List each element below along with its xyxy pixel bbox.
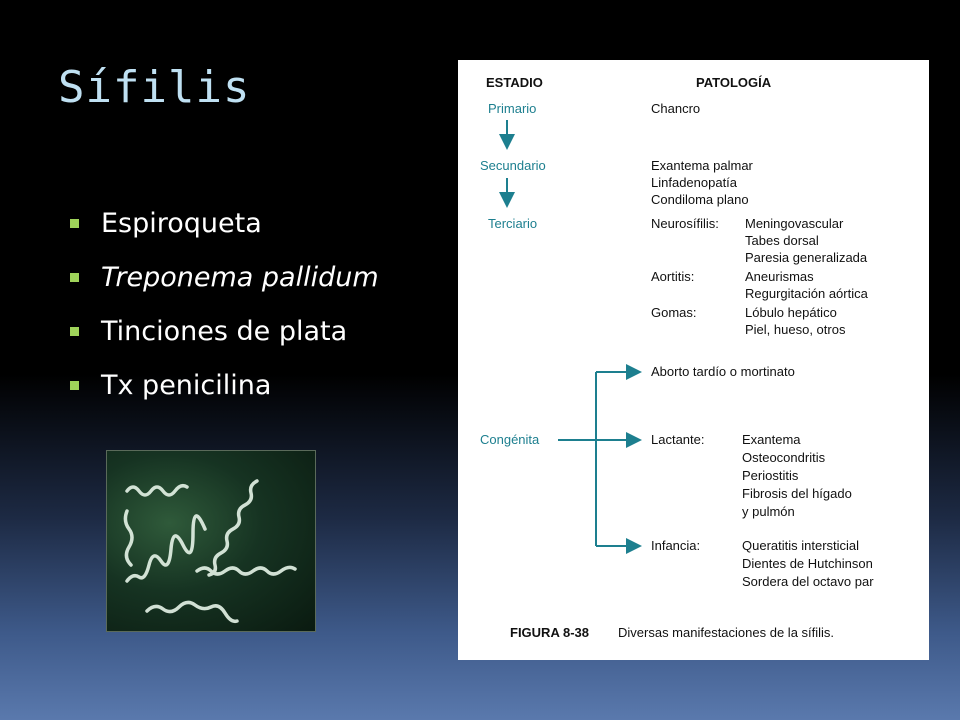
spirochete-illustration (107, 451, 315, 631)
stage-congenital: Congénita (480, 432, 540, 447)
infant-label: Lactante: (651, 432, 705, 447)
square-bullet-icon (70, 381, 79, 390)
stillbirth-pathology: Aborto tardío o mortinato (651, 364, 795, 379)
childhood-item: Sordera del octavo par (742, 574, 874, 589)
aortitis-label: Aortitis: (651, 269, 695, 284)
slide-title: Sífilis (58, 62, 251, 113)
childhood-label: Infancia: (651, 538, 701, 553)
infant-item: Fibrosis del hígado (742, 486, 852, 501)
syphilis-stages-figure (458, 60, 929, 660)
neurosyphilis-label: Neurosífilis: (651, 216, 719, 231)
spirochete-micrograph (106, 450, 316, 632)
stage-secondary: Secundario (480, 158, 546, 173)
gomas-label: Gomas: (651, 305, 697, 320)
gomas-item: Piel, hueso, otros (745, 322, 846, 337)
neurosyphilis-item: Meningovascular (745, 216, 844, 231)
secondary-pathology-item: Condiloma plano (651, 192, 749, 207)
infant-item: y pulmón (742, 504, 795, 519)
stage-tertiary: Terciario (488, 216, 538, 231)
primary-pathology: Chancro (651, 101, 701, 116)
aortitis-item: Regurgitación aórtica (745, 286, 868, 301)
square-bullet-icon (70, 219, 79, 228)
square-bullet-icon (70, 273, 79, 282)
header-pathology: PATOLOGÍA (696, 75, 772, 90)
square-bullet-icon (70, 327, 79, 336)
infant-item: Exantema (742, 432, 801, 447)
infant-item: Osteocondritis (742, 450, 826, 465)
bullet-item (70, 250, 379, 304)
header-stage: ESTADIO (486, 75, 543, 90)
bullet-text: Tx penicilina (101, 369, 272, 401)
childhood-item: Dientes de Hutchinson (742, 556, 873, 571)
neurosyphilis-item: Tabes dorsal (745, 233, 819, 248)
bullet-text: Tinciones de plata (101, 315, 348, 347)
figure-caption-text: Diversas manifestaciones de la sífilis. (618, 625, 835, 640)
bullet-text: Espiroqueta (101, 207, 262, 239)
stage-primary: Primario (488, 101, 537, 116)
bullet-list (70, 196, 379, 412)
secondary-pathology-item: Linfadenopatía (651, 175, 738, 190)
bullet-item (70, 304, 379, 358)
infant-item: Periostitis (742, 468, 799, 483)
childhood-item: Queratitis intersticial (742, 538, 860, 553)
bullet-item (70, 358, 379, 412)
bullet-text: Treponema pallidum (101, 261, 379, 293)
figure-caption-number: FIGURA 8-38 (510, 625, 589, 640)
gomas-item: Lóbulo hepático (745, 305, 837, 320)
secondary-pathology-item: Exantema palmar (651, 158, 753, 173)
aortitis-item: Aneurismas (745, 269, 814, 284)
bullet-item (70, 196, 379, 250)
neurosyphilis-item: Paresia generalizada (745, 250, 868, 265)
